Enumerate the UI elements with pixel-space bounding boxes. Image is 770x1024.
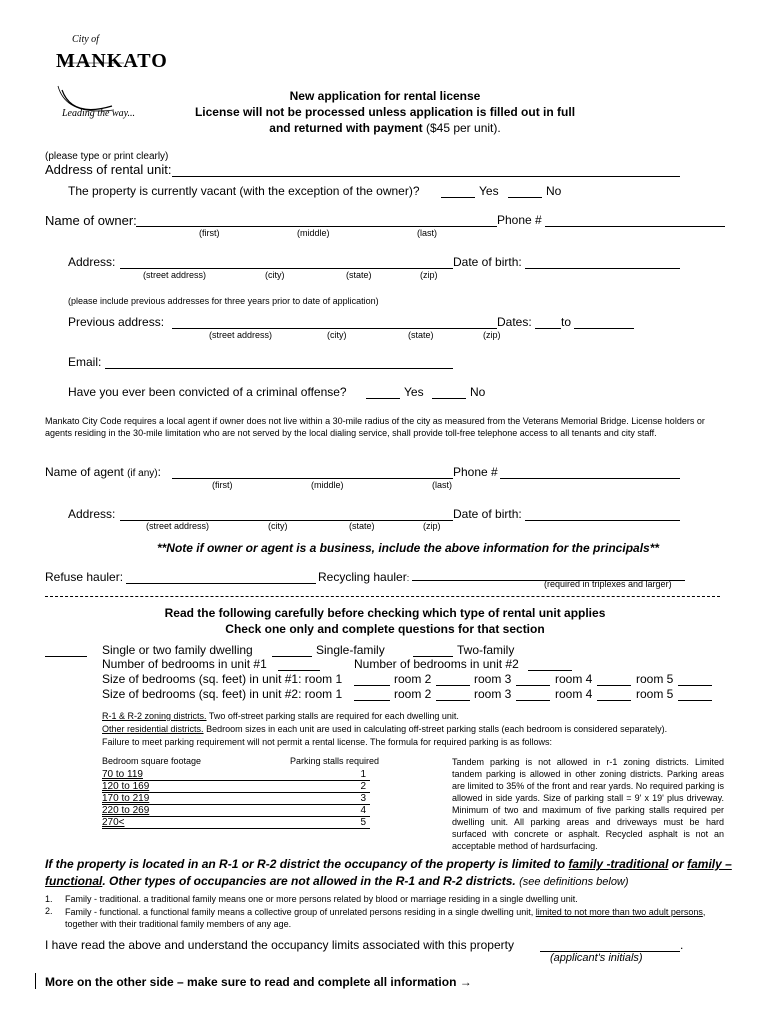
email-field[interactable] bbox=[105, 368, 453, 369]
agent-name-label bbox=[45, 465, 161, 479]
occupancy-or: or bbox=[668, 857, 688, 871]
footer-text: More on the other side – make sure to read and complete all information bbox=[45, 975, 457, 989]
unit2-room2-field[interactable] bbox=[436, 700, 470, 701]
unit2-room4-label: room 4 bbox=[555, 687, 593, 701]
unit2-room3-field[interactable] bbox=[516, 700, 550, 701]
zoning-r12-text: Two off-street parking stalls are required for each dwelling unit. bbox=[208, 711, 459, 721]
prev-street-sublabel: (street address) bbox=[209, 330, 273, 340]
refuse-hauler-field[interactable] bbox=[126, 583, 316, 584]
occupancy-text2: . Other types of occupancies are not allowed in the R-1 and R-2 districts. bbox=[102, 874, 516, 888]
bedrooms-unit1-field[interactable] bbox=[278, 670, 320, 671]
acknowledgement-dot: . bbox=[680, 938, 684, 952]
bedrooms-unit2-label: Number of bedrooms in unit #2 bbox=[354, 657, 519, 671]
table-cell-stalls: 1 bbox=[360, 769, 366, 780]
owner-first-sublabel: (first) bbox=[199, 228, 220, 238]
owner-middle-sublabel: (middle) bbox=[297, 228, 330, 238]
occupancy-text1: If the property is located in an R-1 or R-2 district the occupancy of the property is limited to bbox=[45, 857, 569, 871]
single-family-check[interactable] bbox=[272, 656, 312, 657]
recycling-required-note: (required in triplexes and larger) bbox=[544, 579, 672, 589]
bedrooms-unit1-label: Number of bedrooms in unit #1 bbox=[102, 657, 267, 671]
owner-name-label: Name of owner: bbox=[45, 213, 137, 228]
dates-to-field[interactable] bbox=[574, 328, 634, 329]
previous-address-field[interactable] bbox=[172, 328, 497, 329]
agent-phone-label: Phone # bbox=[453, 465, 498, 479]
rental-address-field[interactable] bbox=[172, 176, 680, 177]
zoning-other-text: Bedroom sizes in each unit are used in calculating off-street parking stalls (each bedroom is considered separately). bbox=[206, 724, 668, 734]
unit2-room2-label: room 2 bbox=[394, 687, 432, 701]
agent-state-sublabel: (state) bbox=[349, 521, 375, 531]
bedrooms-unit2-field[interactable] bbox=[528, 670, 572, 671]
owner-city-sublabel: (city) bbox=[265, 270, 285, 280]
logo-name: MANKATO bbox=[56, 50, 168, 72]
unit1-room2-field[interactable] bbox=[436, 685, 470, 686]
logo-city-of: City of bbox=[72, 34, 99, 45]
previous-address-label: Previous address: bbox=[68, 315, 165, 329]
owner-phone-field[interactable] bbox=[545, 226, 725, 227]
unit1-room3-field[interactable] bbox=[516, 685, 550, 686]
header-payment bbox=[0, 121, 770, 135]
owner-zip-sublabel: (zip) bbox=[420, 270, 438, 280]
table-cell-range: 270< bbox=[102, 817, 125, 828]
print-note: (please type or print clearly) bbox=[45, 151, 169, 162]
single-two-family-check[interactable] bbox=[45, 656, 87, 657]
owner-phone-label: Phone # bbox=[497, 213, 542, 227]
owner-last-sublabel: (last) bbox=[417, 228, 437, 238]
owner-dob-field[interactable] bbox=[525, 268, 680, 269]
agent-name-text: Name of agent bbox=[45, 465, 124, 479]
agent-address-label: Address: bbox=[68, 507, 116, 521]
size-unit2-label: Size of bedrooms (sq. feet) in unit #2: room 1 bbox=[102, 687, 343, 701]
agent-if-any: (if any) bbox=[127, 468, 158, 479]
criminal-no-field[interactable] bbox=[432, 398, 466, 399]
acknowledgement-text: I have read the above and understand the occupancy limits associated with this property bbox=[45, 938, 514, 952]
owner-dob-label: Date of birth: bbox=[453, 255, 522, 269]
table-col-stalls: Parking stalls required bbox=[290, 756, 380, 766]
agent-zip-sublabel: (zip) bbox=[423, 521, 441, 531]
owner-address-label: Address: bbox=[68, 255, 116, 269]
definition-2 bbox=[65, 906, 725, 930]
criminal-question: Have you ever been convicted of a criminal offense? bbox=[68, 385, 347, 399]
table-row bbox=[102, 805, 370, 817]
recycling-hauler-label bbox=[318, 570, 409, 584]
definition-2-num: 2. bbox=[45, 906, 53, 916]
prev-state-sublabel: (state) bbox=[408, 330, 434, 340]
tandem-note: Tandem parking is not allowed in r-1 zoning districts. Limited tandem parking is allowed in other zoning districts. Parking areas are limited to 35% of the front and rear yards. No required parking is allowed in side yards. Size of parking stall = 9' x 19' plus driveway. Minimum of two and maximum of five parking stalls required per dwelling unit. All parking areas and driveways must be hard surfaced with concrete or asphalt. Recycled asphalt is not an acceptable method of hardsurfacing. bbox=[452, 757, 724, 851]
logo-tagline: Leading the way... bbox=[62, 108, 136, 119]
owner-name-field[interactable] bbox=[136, 226, 497, 227]
header-payment-amount: ($45 per unit). bbox=[425, 121, 501, 135]
table-cell-range: 220 to 269 bbox=[102, 805, 150, 816]
prev-zip-sublabel: (zip) bbox=[483, 330, 501, 340]
unit1-room1-field[interactable] bbox=[354, 685, 390, 686]
agent-dob-field[interactable] bbox=[525, 520, 680, 521]
definition-2-text: Family - functional. a functional family means a collective group of unrelated persons residing in a single dwelling unit, bbox=[65, 907, 536, 917]
table-row bbox=[102, 793, 370, 805]
footer-note bbox=[45, 975, 472, 989]
occupancy-paragraph bbox=[45, 856, 735, 891]
occupancy-see-definitions: (see definitions below) bbox=[519, 876, 629, 888]
unit2-room5-label: room 5 bbox=[636, 687, 674, 701]
table-row bbox=[102, 781, 370, 793]
unit1-room4-label: room 4 bbox=[555, 672, 593, 686]
dates-label: Dates: bbox=[497, 315, 532, 329]
dates-to-label: to bbox=[561, 315, 572, 329]
agent-colon: : bbox=[157, 465, 161, 479]
zoning-r12 bbox=[102, 711, 459, 721]
zoning-other bbox=[102, 724, 667, 734]
unit1-room5-label: room 5 bbox=[636, 672, 674, 686]
table-row bbox=[102, 769, 370, 781]
zoning-r12-title: R-1 & R-2 zoning districts. bbox=[102, 711, 207, 721]
vacant-question: The property is currently vacant (with the exception of the owner)? bbox=[68, 184, 420, 198]
previous-note: (please include previous addresses for three years prior to date of application) bbox=[68, 296, 379, 306]
header-warning: License will not be processed unless application is filled out in full bbox=[194, 105, 576, 119]
unit2-room3-label: room 3 bbox=[474, 687, 512, 701]
unit2-room5-field[interactable] bbox=[678, 700, 712, 701]
recycling-hauler-text: Recycling hauler bbox=[318, 570, 407, 584]
agent-phone-field[interactable] bbox=[500, 478, 680, 479]
single-family-label: Single-family bbox=[316, 643, 385, 657]
owner-state-sublabel: (state) bbox=[346, 270, 372, 280]
occupancy-functional: family – functional bbox=[45, 857, 732, 888]
rental-address-label: Address of rental unit: bbox=[45, 162, 172, 177]
owner-street-sublabel: (street address) bbox=[143, 270, 207, 280]
unit2-room4-field[interactable] bbox=[597, 700, 631, 701]
agent-street-sublabel: (street address) bbox=[146, 521, 210, 531]
size-unit1-label: Size of bedrooms (sq. feet) in unit #1: room 1 bbox=[102, 672, 343, 686]
email-label: Email: bbox=[68, 355, 102, 369]
agent-requirement-note: Mankato City Code requires a local agent if owner does not live within a 30-mile radius of the city as measured from the Veterans Memorial Bridge. License holders or agents residing in the 30-mile limitation who are not served by the local dialing service, shall provide toll-free telephone access to all tenants and city staff. bbox=[45, 416, 705, 438]
applicant-initials-label: (applicant's initials) bbox=[550, 952, 643, 964]
criminal-yes-field[interactable] bbox=[366, 398, 400, 399]
two-family-label: Two-family bbox=[457, 643, 515, 657]
agent-dob-label: Date of birth: bbox=[453, 507, 522, 521]
footer-margin-bar bbox=[35, 973, 36, 989]
agent-name-field[interactable] bbox=[172, 478, 453, 479]
agent-city-sublabel: (city) bbox=[268, 521, 288, 531]
occupancy-traditional: family -traditional bbox=[568, 857, 669, 871]
table-cell-stalls: 3 bbox=[360, 793, 366, 804]
definition-2-limit: limited to not more than two adult persons bbox=[535, 907, 703, 917]
agent-middle-sublabel: (middle) bbox=[311, 480, 344, 490]
dates-from-field[interactable] bbox=[535, 328, 561, 329]
vacant-no-field[interactable] bbox=[508, 197, 542, 198]
agent-first-sublabel: (first) bbox=[212, 480, 233, 490]
table-cell-stalls: 4 bbox=[360, 805, 366, 816]
unit1-room2-label: room 2 bbox=[394, 672, 432, 686]
refuse-hauler-label: Refuse hauler: bbox=[45, 570, 124, 584]
vacant-yes-field[interactable] bbox=[441, 197, 475, 198]
agent-last-sublabel: (last) bbox=[432, 480, 452, 490]
definition-1-num: 1. bbox=[45, 894, 53, 904]
owner-address-field[interactable] bbox=[120, 268, 453, 269]
table-col-footage: Bedroom square footage bbox=[102, 756, 202, 766]
section-title: Read the following carefully before checking which type of rental unit applies bbox=[164, 606, 606, 620]
unit1-room5-field[interactable] bbox=[678, 685, 712, 686]
unit2-room1-field[interactable] bbox=[354, 700, 390, 701]
table-cell-stalls: 2 bbox=[360, 781, 366, 792]
vacant-yes-label: Yes bbox=[479, 184, 499, 198]
definition-1: Family - traditional. a traditional family means one or more persons related by blood or marriage residing in a single dwelling unit. bbox=[65, 894, 578, 904]
header-title: New application for rental license bbox=[289, 89, 481, 103]
table-cell-range: 120 to 169 bbox=[102, 781, 150, 792]
section-subtitle: Check one only and complete questions for that section bbox=[225, 622, 545, 636]
unit1-room3-label: room 3 bbox=[474, 672, 512, 686]
unit1-room4-field[interactable] bbox=[597, 685, 631, 686]
table-cell-range: 70 to 119 bbox=[102, 769, 143, 780]
prev-city-sublabel: (city) bbox=[327, 330, 347, 340]
criminal-no-label: No bbox=[470, 385, 486, 399]
zoning-other-title: Other residential districts. bbox=[102, 724, 204, 734]
criminal-yes-label: Yes bbox=[404, 385, 424, 399]
vacant-no-label: No bbox=[546, 184, 562, 198]
table-cell-range: 170 to 219 bbox=[102, 793, 150, 804]
table-cell-stalls: 5 bbox=[360, 817, 366, 828]
single-two-family-label: Single or two family dwelling bbox=[102, 643, 253, 657]
arrow-right-icon: → bbox=[459, 975, 472, 989]
header-payment-text: and returned with payment bbox=[269, 121, 423, 135]
business-note: **Note if owner or agent is a business, include the above information for the principals** bbox=[156, 541, 660, 555]
zoning-failure: Failure to meet parking requirement will not permit a rental license. The formula for required parking is as follows: bbox=[102, 737, 553, 747]
definition-2-end: , together with their traditional family members of any age. bbox=[65, 907, 706, 929]
dashed-divider bbox=[45, 596, 720, 597]
table-row bbox=[102, 817, 370, 829]
recycling-colon: : bbox=[406, 573, 410, 583]
